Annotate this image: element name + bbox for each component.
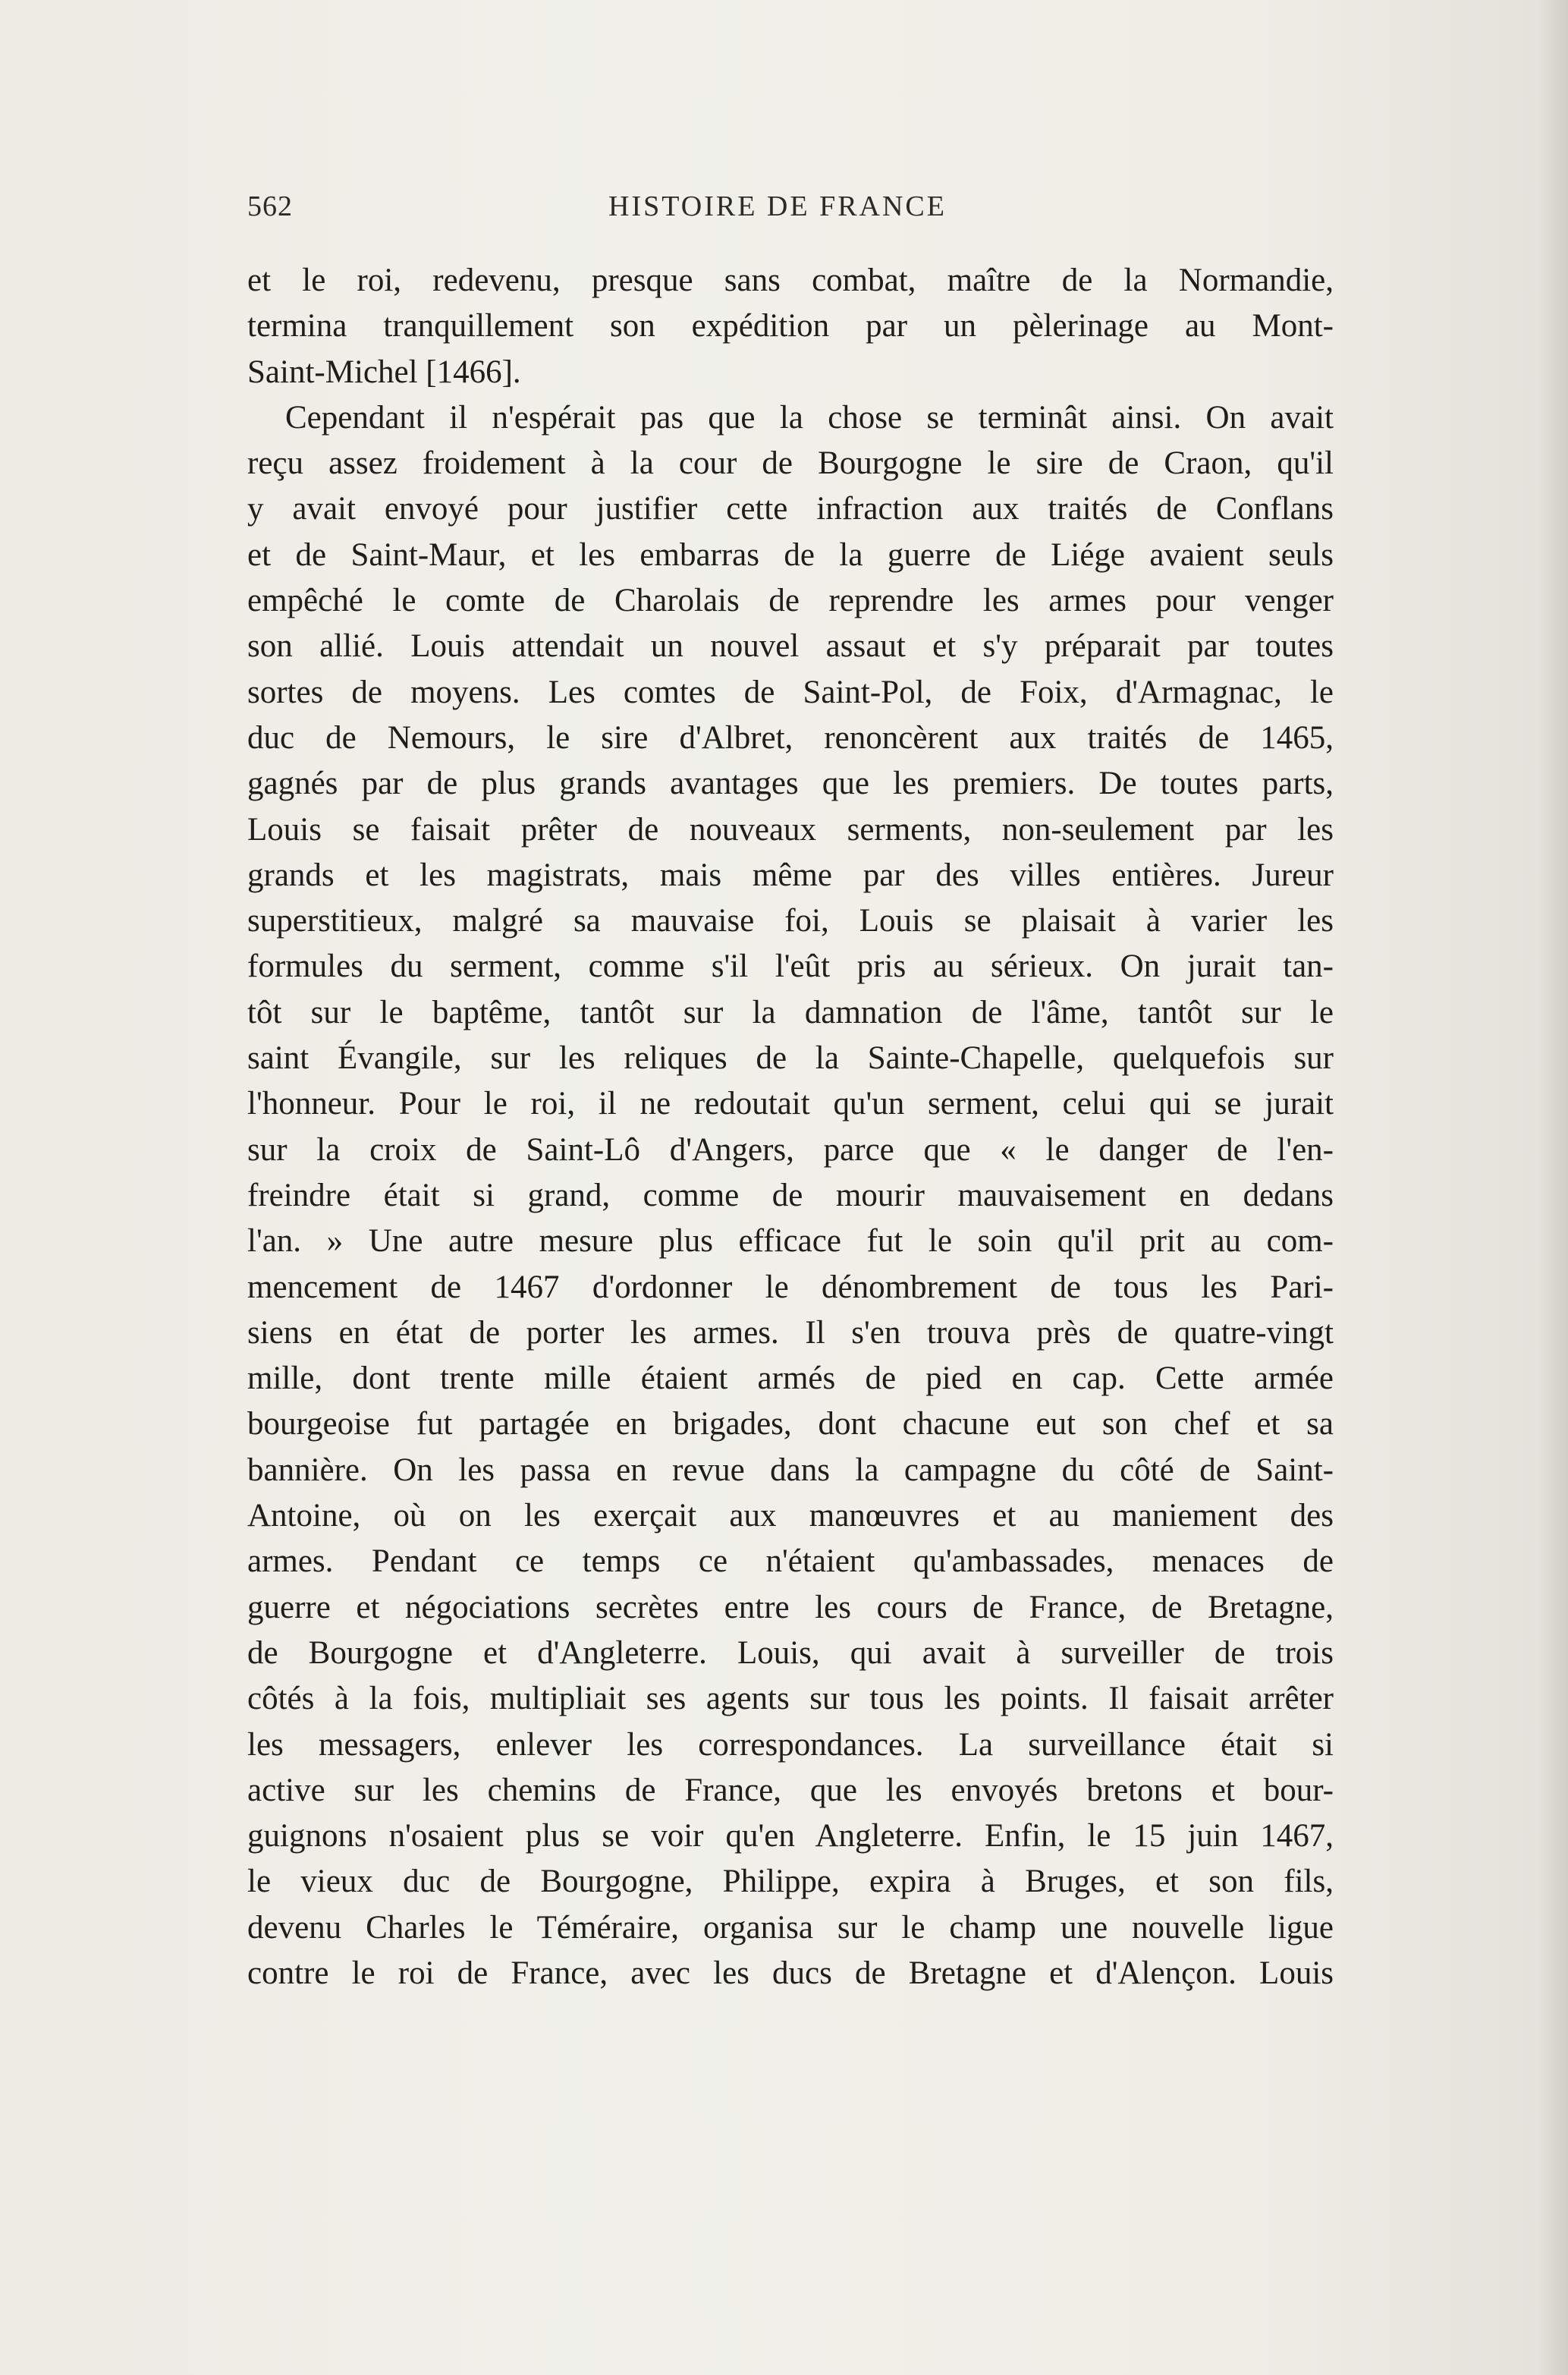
text-line: devenu Charles le Téméraire, organisa sur le champ une nouvelle ligue [247, 1909, 1334, 1946]
text-line: reçu assez froidement à la cour de Bourgogne le sire de Craon, qu'il [247, 445, 1334, 482]
page-edge-shadow [1538, 0, 1568, 2375]
text-line: les messagers, enlever les correspondances. La surveillance était si [247, 1726, 1334, 1763]
book-title: HISTOIRE DE FRANCE [608, 190, 947, 222]
text-line: Cependant il n'espérait pas que la chose se terminât ainsi. On avait [285, 399, 1334, 436]
text-line: guignons n'osaient plus se voir qu'en Angleterre. Enfin, le 15 juin 1467, [247, 1818, 1334, 1854]
text-line: active sur les chemins de France, que les envoyés bretons et bour- [247, 1772, 1334, 1808]
text-line: tôt sur le baptême, tantôt sur la damnation de l'âme, tantôt sur le [247, 994, 1334, 1030]
text-line: armes. Pendant ce temps ce n'étaient qu'ambassades, menaces de [247, 1543, 1334, 1580]
text-line: mencement de 1467 d'ordonner le dénombrement de tous les Pari- [247, 1269, 1334, 1305]
text-line: grands et les magistrats, mais même par des villes entières. Jureur [247, 857, 1334, 893]
text-line: empêché le comte de Charolais de reprendre les armes pour venger [247, 583, 1334, 619]
page-number: 562 [247, 190, 293, 222]
text-line: contre le roi de France, avec les ducs de Bretagne et d'Alençon. Louis [247, 1955, 1334, 1991]
text-line: formules du serment, comme s'il l'eût pris au sérieux. On jurait tan- [247, 948, 1334, 985]
text-line: mille, dont trente mille étaient armés de pied en cap. Cette armée [247, 1361, 1334, 1397]
text-line: Louis se faisait prêter de nouveaux serments, non-seulement par les [247, 811, 1334, 848]
text-line: bourgeoise fut partagée en brigades, dont chacune eut son chef et sa [247, 1406, 1334, 1442]
text-line: siens en état de porter les armes. Il s'en trouva près de quatre-vingt [247, 1314, 1334, 1351]
text-line: Antoine, où on les exerçait aux manœuvres et au maniement des [247, 1498, 1334, 1534]
text-line: Saint-Michel [1466]. [247, 354, 521, 390]
text-line: guerre et négociations secrètes entre les cours de France, de Bretagne, [247, 1589, 1334, 1625]
text-line: duc de Nemours, le sire d'Albret, renoncèrent aux traités de 1465, [247, 719, 1334, 756]
text-line: y avait envoyé pour justifier cette infraction aux traités de Conflans [247, 491, 1334, 527]
text-line: le vieux duc de Bourgogne, Philippe, expira à Bruges, et son fils, [247, 1864, 1334, 1900]
body-text [247, 258, 1334, 1996]
text-line: bannière. On les passa en revue dans la campagne du côté de Saint- [247, 1452, 1334, 1488]
text-line: sur la croix de Saint-Lô d'Angers, parce que « le danger de l'en- [247, 1131, 1334, 1168]
text-line: freindre était si grand, comme de mourir mauvaisement en dedans [247, 1177, 1334, 1213]
text-line: et de Saint-Maur, et les embarras de la guerre de Liége avaient seuls [247, 536, 1334, 573]
text-line: côtés à la fois, multipliait ses agents sur tous les points. Il faisait arrêter [247, 1681, 1334, 1717]
text-line: et le roi, redevenu, presque sans combat, maître de la Normandie, [247, 263, 1334, 298]
text-line: son allié. Louis attendait un nouvel assaut et s'y préparait par toutes [247, 628, 1334, 665]
text-line: saint Évangile, sur les reliques de la Sainte-Chapelle, quelquefois sur [247, 1040, 1334, 1077]
running-head [247, 190, 1340, 228]
text-line: superstitieux, malgré sa mauvaise foi, Louis se plaisait à varier les [247, 903, 1334, 939]
text-line: l'an. » Une autre mesure plus efficace fut le soin qu'il prit au com- [247, 1223, 1334, 1260]
text-line: termina tranquillement son expédition par un pèlerinage au Mont- [247, 308, 1334, 344]
text-line: de Bourgogne et d'Angleterre. Louis, qui avait à surveiller de trois [247, 1634, 1334, 1671]
text-line: sortes de moyens. Les comtes de Saint-Pol, de Foix, d'Armagnac, le [247, 674, 1334, 710]
text-line: gagnés par de plus grands avantages que les premiers. De toutes parts, [247, 766, 1334, 802]
text-line: l'honneur. Pour le roi, il ne redoutait qu'un serment, celui qui se jurait [247, 1086, 1334, 1122]
